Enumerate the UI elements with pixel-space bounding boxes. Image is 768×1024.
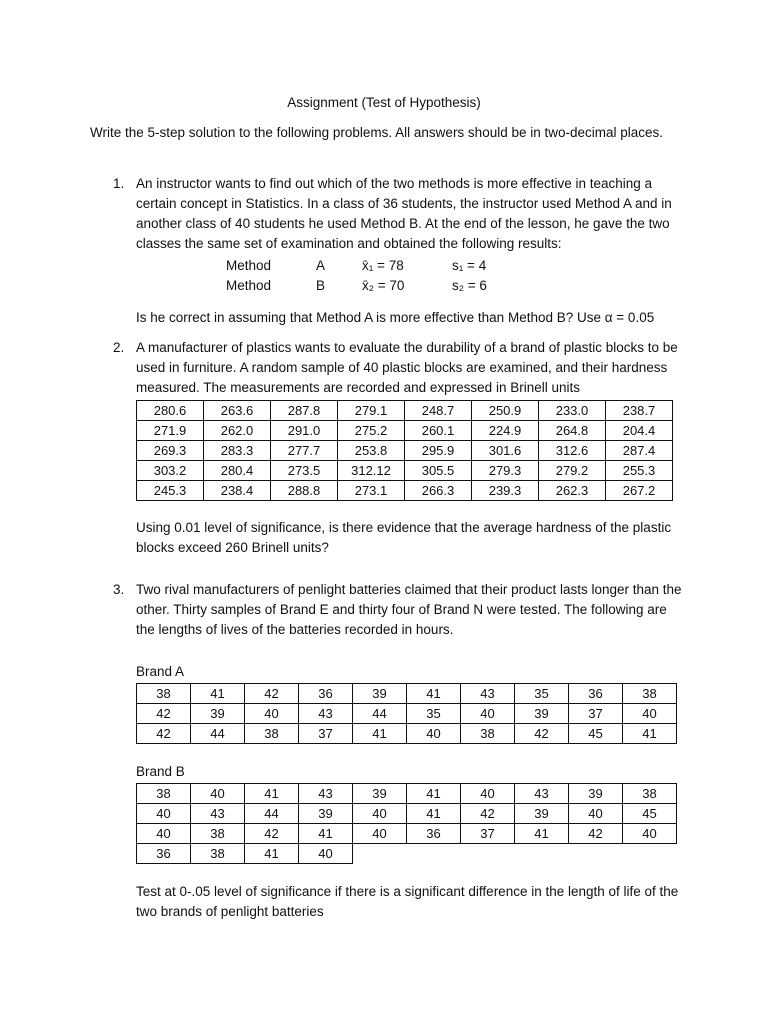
table-cell: 40 [623,824,677,844]
brand-b-label: Brand B [136,764,185,779]
table-cell: 224.9 [472,421,539,441]
method-b-mean: x̄₂ = 70 [362,278,405,293]
table-cell: 42 [515,724,569,744]
table-cell: 41 [407,784,461,804]
table-cell: 41 [623,724,677,744]
table-cell: 266.3 [405,481,472,501]
table-cell: 44 [245,804,299,824]
problem-1-number: 1. [113,176,125,191]
table-cell: 37 [299,724,353,744]
table-cell: 40 [137,824,191,844]
table-row [137,784,677,804]
problem-2-number: 2. [113,340,125,355]
table-cell: 255.3 [606,461,673,481]
table-cell: 41 [407,804,461,824]
table-cell: 41 [407,684,461,704]
empty-cell [461,844,515,864]
table-cell: 38 [137,684,191,704]
table-row [137,684,677,704]
table-cell: 275.2 [338,421,405,441]
table-cell: 43 [515,784,569,804]
empty-cell [569,844,623,864]
table-row [137,724,677,744]
problem-3-text: Two rival manufacturers of penlight batteries claimed that their product lasts longer than the other. Thirty samples of Brand E and thirty four of Brand N were tested. The following are the lengths of lives of the batteries recorded in hours. [136,582,682,637]
table-cell: 273.5 [271,461,338,481]
table-cell: 40 [569,804,623,824]
table-cell: 40 [299,844,353,864]
table-cell: 267.2 [606,481,673,501]
table-cell: 40 [353,804,407,824]
table-cell: 39 [569,784,623,804]
table-cell: 40 [245,704,299,724]
table-cell: 38 [461,724,515,744]
table-cell: 36 [569,684,623,704]
table-cell: 37 [569,704,623,724]
table-cell: 42 [137,724,191,744]
table-cell: 238.4 [204,481,271,501]
table-cell: 37 [461,824,515,844]
problem-1-question: Is he correct in assuming that Method A is more effective than Method B? Use α = 0.05 [136,310,655,325]
table-row [137,824,677,844]
table-cell: 39 [353,784,407,804]
empty-cell [515,844,569,864]
table-cell: 305.5 [405,461,472,481]
table-cell: 39 [191,704,245,724]
table-cell: 238.7 [606,401,673,421]
table-cell: 312.6 [539,441,606,461]
table-cell: 36 [407,824,461,844]
table-cell: 38 [623,684,677,704]
table-cell: 204.4 [606,421,673,441]
table-cell: 279.3 [472,461,539,481]
table-cell: 287.8 [271,401,338,421]
table-cell: 40 [407,724,461,744]
table-cell: 288.8 [271,481,338,501]
table-cell: 39 [353,684,407,704]
table-cell: 245.3 [137,481,204,501]
table-cell: 263.6 [204,401,271,421]
table-cell: 312.12 [338,461,405,481]
method-b-name: B [316,278,326,293]
method-a-sd: s₁ = 4 [452,258,487,273]
table-cell: 41 [245,844,299,864]
table-cell: 301.6 [472,441,539,461]
table-cell: 273.1 [338,481,405,501]
method-a-label: Method [226,258,272,273]
table-cell: 41 [515,824,569,844]
table-cell: 43 [461,684,515,704]
table-cell: 38 [191,844,245,864]
table-cell: 42 [137,704,191,724]
table-cell: 42 [245,684,299,704]
table-cell: 39 [515,804,569,824]
table-cell: 253.8 [338,441,405,461]
page-title: Assignment (Test of Hypothesis) [287,95,481,110]
table-cell: 44 [191,724,245,744]
problem-3-number: 3. [113,582,125,597]
table-cell: 279.2 [539,461,606,481]
table-cell: 280.6 [137,401,204,421]
brand-b-table [136,783,677,864]
table-cell: 239.3 [472,481,539,501]
table-cell: 250.9 [472,401,539,421]
method-b-sd: s₂ = 6 [452,278,487,293]
table-cell: 291.0 [271,421,338,441]
table-row [137,704,677,724]
table-cell: 277.7 [271,441,338,461]
problem-1-text: An instructor wants to find out which of the two methods is more effective in teaching a certain concept in Statistics. In a class of 36 students, the instructor used Method A and in another class of 40 students he used Method B. At the end of the lesson, he gave the two classes the same set of examination and obtained the following results: [136,176,672,251]
table-cell: 271.9 [137,421,204,441]
table-cell: 269.3 [137,441,204,461]
method-a-name: A [316,258,326,273]
table-cell: 41 [191,684,245,704]
table-cell: 39 [299,804,353,824]
table-cell: 43 [299,704,353,724]
table-cell: 38 [191,824,245,844]
table-cell: 264.8 [539,421,606,441]
table-cell: 38 [137,784,191,804]
problem-3-question: Test at 0-.05 level of significance if there is a significant difference in the length of life of the two brands of penlight batteries [136,884,679,919]
table-cell: 38 [245,724,299,744]
problem-2-text: A manufacturer of plastics wants to evaluate the durability of a brand of plastic blocks to be used in furniture. A random sample of 40 plastic blocks are examined, and their hardness measured. The measurements are recorded and expressed in Brinell units [136,340,678,395]
table-cell: 45 [623,804,677,824]
table-cell: 260.1 [405,421,472,441]
table-cell: 45 [569,724,623,744]
table-cell: 262.0 [204,421,271,441]
table-cell: 42 [245,824,299,844]
hardness-table [136,400,673,501]
table-cell: 40 [461,784,515,804]
table-row [137,421,673,441]
table-cell: 35 [515,684,569,704]
table-cell: 40 [137,804,191,824]
table-cell: 40 [461,704,515,724]
table-row [137,844,677,864]
table-row [137,401,673,421]
table-cell: 303.2 [137,461,204,481]
table-cell: 41 [299,824,353,844]
table-cell: 41 [245,784,299,804]
empty-cell [623,844,677,864]
table-cell: 40 [353,824,407,844]
table-row [137,481,673,501]
empty-cell [353,844,407,864]
table-cell: 279.1 [338,401,405,421]
table-cell: 43 [191,804,245,824]
table-cell: 44 [353,704,407,724]
table-cell: 43 [299,784,353,804]
instructions: Write the 5-step solution to the following problems. All answers should be in two-decimal places. [90,125,664,140]
table-cell: 41 [353,724,407,744]
table-cell: 39 [515,704,569,724]
table-cell: 36 [299,684,353,704]
table-cell: 248.7 [405,401,472,421]
table-row [137,461,673,481]
brand-a-label: Brand A [136,664,185,679]
table-cell: 36 [137,844,191,864]
method-a-mean: x̄₁ = 78 [362,258,404,273]
table-row [137,441,673,461]
table-cell: 280.4 [204,461,271,481]
table-cell: 262.3 [539,481,606,501]
table-cell: 35 [407,704,461,724]
table-cell: 295.9 [405,441,472,461]
problem-2-question: Using 0.01 level of significance, is there evidence that the average hardness of the plastic blocks exceed 260 Brinell units? [136,520,672,555]
table-cell: 40 [191,784,245,804]
table-cell: 283.3 [204,441,271,461]
table-cell: 38 [623,784,677,804]
brand-a-table [136,683,677,744]
table-cell: 42 [569,824,623,844]
table-row [137,804,677,824]
table-cell: 40 [623,704,677,724]
table-cell: 42 [461,804,515,824]
table-cell: 233.0 [539,401,606,421]
empty-cell [407,844,461,864]
method-b-label: Method [226,278,272,293]
table-cell: 287.4 [606,441,673,461]
